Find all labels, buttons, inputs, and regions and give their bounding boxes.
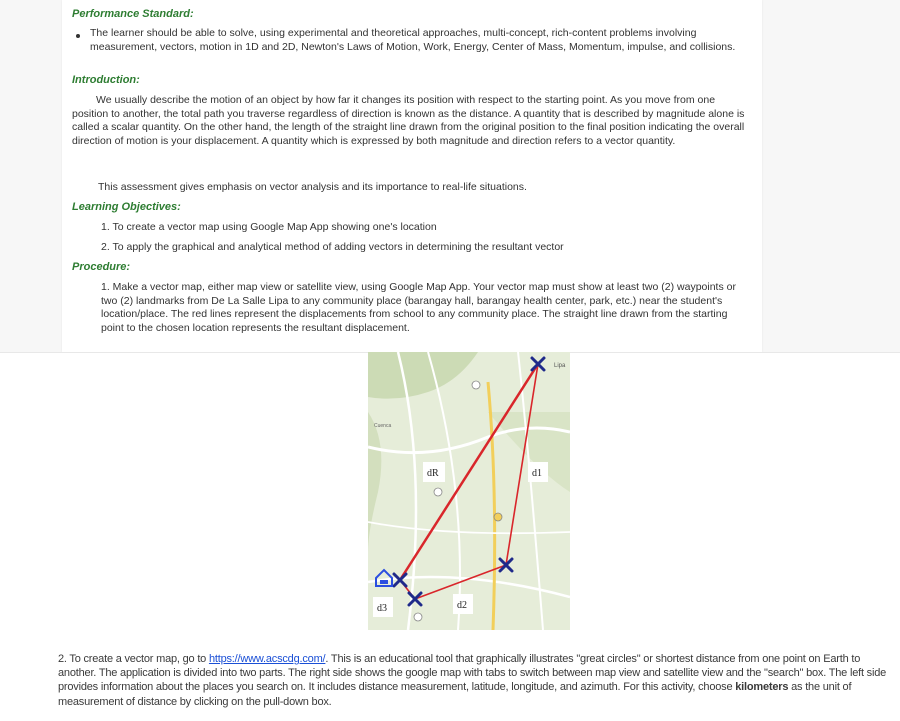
label-dr: dR: [427, 468, 439, 479]
map-pin-icon: [494, 513, 502, 521]
step-2-body: . This is an educational tool that graphically illustrates "great circles" or shortest distance from one point on Earth to another. The application is divided into two parts. The right side shows the google map with tabs to switch between map view and satellite view and the "search" box. The left side provides information about the places you search on. It includes distance measurement, latitude, longitude, and azimuth. For this activity, choose: [58, 653, 887, 694]
vector-map-figure: [368, 352, 570, 630]
performance-standard-text: The learner should be able to solve, using experimental and theoretical approaches, multi-concept, rich-content problems involving measurement, vectors, motion in 1D and 2D, Newton's Laws of Motion, Work, Energy, Center of Mass, Momentum, impulse, and collisions.: [90, 27, 736, 53]
introduction-paragraph-1: We usually describe the motion of an object by how far it changes its position with respect to the starting point. As you move from one position to another, the total path you traverse regardless of direction is known as the distance. A quantity that is described by magnitude alone is called a scalar quantity. On the other hand, the length of the straight line drawn from the original position to the final position indicating the overall direction of motion is your displacement. A quantity which is expressed by both magnitude and direction refers to a vector quantity.: [72, 94, 745, 147]
label-d1: d1: [532, 468, 542, 479]
label-d2: d2: [457, 600, 467, 611]
vector-map-svg: [368, 352, 570, 630]
label-d3: d3: [377, 603, 387, 614]
step-2-bold-kilometers: kilometers: [735, 681, 789, 694]
map-pin-icon: [472, 381, 480, 389]
step-2-paragraph: [58, 652, 893, 709]
performance-standard-heading: Performance Standard:: [72, 8, 194, 20]
step-2-suffix: as the unit of measurement of distance by clicking on the pull-down box.: [58, 681, 852, 708]
objective-2: 2. To apply the graphical and analytical method of adding vectors in determining the resultant vector: [101, 241, 564, 253]
acscdg-link[interactable]: https://www.acscdg.com/: [208, 653, 326, 665]
procedure-step-1: 1. Make a vector map, either map view or satellite view, using Google Map App. Your vector map must show at least two (2) waypoints or two (2) landmarks from De La Salle Lipa to any community place (barangay hall, barangay health center, park, etc.) near the student's location/place. The red lines represent the displacements from school to any community place. The straight line drawn from the starting point to the chosen location represents the resultant displacement.: [101, 281, 736, 334]
place-label-lipa: Lipa: [554, 363, 566, 369]
right-margin: [762, 0, 900, 352]
map-pin-icon: [434, 488, 442, 496]
introduction-paragraph-2: This assessment gives emphasis on vector analysis and its importance to real-life situations.: [98, 181, 527, 193]
bullet-dot: [76, 34, 80, 38]
procedure-heading: Procedure:: [72, 261, 131, 273]
map-pin-icon: [414, 613, 422, 621]
place-label-cuenca: Cuenca: [374, 423, 392, 429]
objective-1: 1. To create a vector map using Google Map App showing one's location: [101, 221, 437, 233]
step-2-prefix: 2. To create a vector map, go to: [58, 653, 209, 665]
learning-objectives-heading: Learning Objectives:: [72, 201, 181, 213]
introduction-heading: Introduction:: [72, 74, 140, 86]
left-margin: [0, 0, 62, 352]
